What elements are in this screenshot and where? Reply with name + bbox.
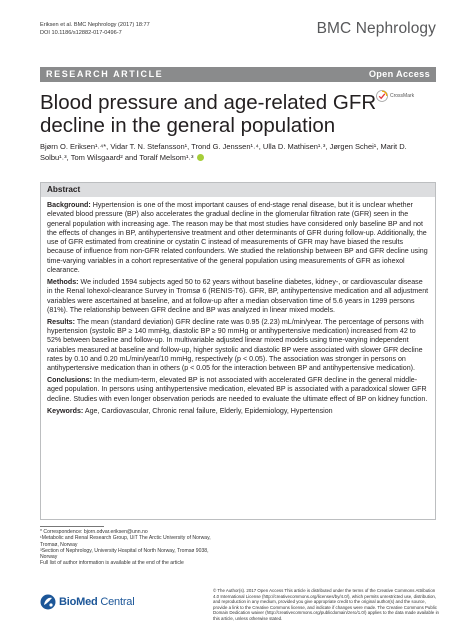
affiliation-note: ³Section of Nephrology, University Hospital of North Norway, Tromsø 9038, Norway bbox=[40, 547, 209, 561]
article-title: Blood pressure and age-related GFR decline in the general population bbox=[40, 91, 377, 137]
citation-line: Eriksen et al. BMC Nephrology (2017) 18:77 bbox=[40, 22, 150, 28]
footnotes bbox=[40, 529, 220, 567]
open-access-label: Open Access bbox=[368, 69, 430, 79]
journal-name: BMC Nephrology bbox=[316, 20, 436, 37]
crossmark-badge[interactable] bbox=[376, 90, 414, 102]
publisher-logo bbox=[40, 594, 134, 610]
authors-text: Bjørn O. Eriksen¹˒⁴*, Vidar T. N. Stefansson¹, Trond G. Jenssen¹˒⁴, Ulla D. Mathisen¹˒³, Jørgen Schei¹, Marit D. Solbu¹˒³, Tom Wilsgaard² and Toralf Melsom¹˒³ bbox=[40, 142, 407, 162]
section-text: The mean (standard deviation) GFR decline rate was 0.95 (2.23) mL/min/year. The percentage of persons with hypertension (systolic BP ≥ 140 mmHg, diastolic BP ≥ 90 mmHg or antihypertensive medication) increased from 42 to 52% between baseline and follow-up. In multivariable adjusted linear mixed models using time-varying independent variables measured at baseline and follow-up, higher systolic and diastolic BP were associated with slower GFR decline rates by 0.10 and 0.20 mL/min/year/10 mmHg, respectively (p < 0.05). The association was stronger in persons on antihypertensive medication than in others (p < 0.05 for the interaction between BP and antihypertensive medication). bbox=[47, 317, 424, 373]
section-label: Methods: bbox=[47, 277, 79, 286]
author-info-note: Full list of author information is available at the end of the article bbox=[40, 560, 184, 567]
article-type-banner bbox=[40, 67, 436, 82]
section-text: Age, Cardiovascular, Chronic renal failure, Elderly, Epidemiology, Hypertension bbox=[83, 406, 333, 415]
abstract-background bbox=[47, 201, 429, 275]
author-list bbox=[40, 141, 436, 163]
publisher-name-bold: BioMed bbox=[59, 596, 98, 608]
abstract-results bbox=[47, 318, 429, 374]
section-text: We included 1594 subjects aged 50 to 62 years without baseline diabetes, kidney-, or cardiovascular disease in the Renal Iohexol-clearance Survey in Tromsø 6 (RENIS-T6). GFR, BP, antihypertensive medication and all adjustment variables were ascertained at baseline, and at follow-up after a median observation time of 5.6 years in 1299 persons (81%). The relationship between GFR decline and BP was analyzed in linear mixed models. bbox=[47, 277, 429, 314]
section-label: Keywords: bbox=[47, 406, 84, 415]
section-text: In the medium-term, elevated BP is not associated with accelerated GFR decline in the general middle-aged population. In persons using antihypertensive medication, elevated BP is associated with a paradoxical slower GFR decline. Studies with even longer observation periods are needed to evaluate the ultimate effect of BP on kidney function. bbox=[47, 376, 428, 403]
article-type-label: RESEARCH ARTICLE bbox=[46, 69, 164, 79]
abstract-body bbox=[41, 197, 435, 416]
publisher-name-normal: Central bbox=[97, 596, 135, 608]
footnote-divider bbox=[40, 526, 104, 527]
citation-info bbox=[40, 22, 150, 37]
section-label: Background: bbox=[47, 201, 91, 209]
biomed-central-icon bbox=[40, 594, 56, 610]
section-label: Conclusions: bbox=[47, 376, 92, 385]
crossmark-icon bbox=[376, 90, 388, 102]
abstract-methods bbox=[47, 278, 429, 315]
abstract-conclusions bbox=[47, 376, 429, 404]
abstract-box bbox=[40, 182, 436, 520]
orcid-icon[interactable] bbox=[197, 154, 204, 161]
crossmark-label: CrossMark bbox=[390, 93, 415, 99]
section-label: Results: bbox=[47, 317, 75, 326]
section-text: Hypertension is one of the most important causes of end-stage renal disease, but it is unclear whether elevated blood pressure (BP) also accelerates the gradual decline in the glomerular filtration rate (GFR) seen in the general population with increasing age. The reason may be that most studies have considered only baseline BP and not the effects of changes in BP, antihypertensive treatment and other determinants of GFR during follow-up. Additionally, the use of GFR estimated from creatinine or cystatin C instead of measurements of GFR may have biased the results because of influence from non-GFR related confounders. We studied the relationship between BP and GFR decline using time-varying variables in a cohort representative of the general population using measurements of GFR as iohexol clearance. bbox=[47, 201, 428, 275]
doi-line: DOI 10.1186/s12882-017-0496-7 bbox=[40, 29, 122, 36]
abstract-heading: Abstract bbox=[41, 183, 435, 197]
correspondence-note: * Correspondence: bjorn.odvar.eriksen@unn.no bbox=[40, 529, 148, 535]
publisher-name bbox=[59, 596, 134, 608]
affiliation-note: ¹Metabolic and Renal Research Group, UiT The Arctic University of Norway, Tromsø, Norway bbox=[40, 535, 211, 548]
abstract-keywords bbox=[47, 407, 429, 416]
license-text: © The Author(s). 2017 Open Access This article is distributed under the terms of the Creative Commons Attribution 4.0 International License (http://creativecommons.org/licenses/by/4.0/), which permits unrestricted use, distribution, and reproduction in any medium, provided you give appropriate credit to the original author(s) and the source, provide a link to the Creative Commons license, and indicate if changes were made. The Creative Commons Public Domain Dedication waiver (http://creativecommons.org/publicdomain/zero/1.0/) applies to the data made available in this article, unless otherwise stated. bbox=[213, 588, 439, 621]
